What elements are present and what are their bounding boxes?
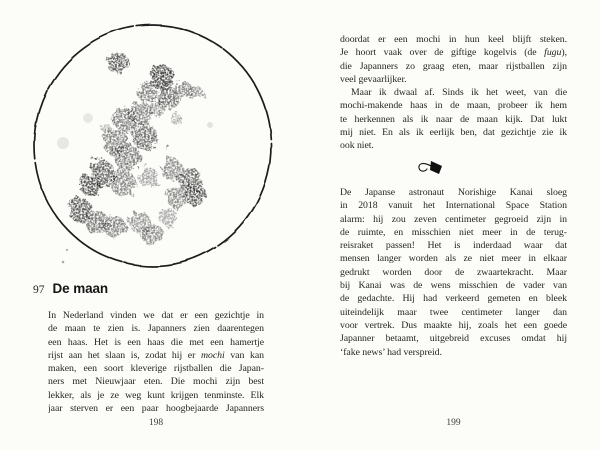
text-line: de gedachte. Hij had verkeerd gemeten en bleek <box>340 293 567 305</box>
text-line: ‘fake news’ had verspreid. <box>340 346 442 358</box>
text-line: reisraket passen! Het is inderdaad waar dat <box>340 240 567 252</box>
paragraph <box>340 33 567 86</box>
text-line: uiteindelijk maar twee centimeter langer dan <box>340 306 567 318</box>
page-number-left: 198 <box>148 418 164 428</box>
text-line: Japanner betaamt, uitgebreid excuses omdat hij <box>340 333 567 345</box>
text-line: bij Kanai was de wens misschien de vader van <box>340 280 567 292</box>
text-line: die Japanners zo graag eten, maar rijstballen zijn <box>340 60 567 72</box>
text-line: ook niet. <box>340 140 374 152</box>
text-line: alarm: hij zou zeven centimeter gegroeid zijn in <box>340 213 567 225</box>
text-line: mensen langer worden als ze niet meer in elkaar <box>340 253 567 265</box>
right-text-column-top <box>340 33 567 153</box>
text-line: in 2018 vanuit het International Space Station <box>340 200 567 212</box>
text-line: ners met Nieuwjaar eten. Die mochi zijn best <box>48 376 264 388</box>
text-line: doordat er een mochi in hun keel blijft steken. <box>340 34 567 45</box>
right-text-column-bottom <box>340 186 567 359</box>
text-line: mij niet. En als ik eerlijk ben, dat gezichtje zie ik <box>340 127 567 139</box>
text-line: de ruimte, en misschien niet meer in de terug- <box>340 226 567 238</box>
text-line: gedrukt worden door de zwaartekracht. Maar <box>340 266 567 278</box>
text-line: maken, een soort kleverige rijstballen die Japan- <box>48 363 264 375</box>
text-line: voor vertrek. Dus maakte hij, zoals het een goede <box>340 319 567 331</box>
text-line: mochi-makende haas in de maan, probeer ik hem <box>340 100 567 112</box>
text-line: Je hoort vaak over de giftige kogelvis (de fugu), <box>340 47 567 59</box>
text-line: de maan te zien is. Japanners zien daarentegen <box>48 323 264 335</box>
paragraph <box>340 86 567 152</box>
paragraph <box>340 186 567 359</box>
text-line: Maar ik dwaal af. Sinds ik het weet, van die <box>351 87 567 99</box>
text-line: In Nederland vinden we dat er een gezichtje in <box>48 310 264 321</box>
text-line: een haas. Het is een haas die met een hamertje <box>48 336 264 348</box>
kite-with-tail-ornament-icon <box>418 158 446 178</box>
chapter-number: 97 <box>33 284 45 296</box>
text-line: rijst aan het slaan is, zodat hij er mochi van kan <box>48 349 264 361</box>
text-line: te herkennen als ik naar de maan kijk. Dat lukt <box>340 113 567 125</box>
text-line: veel gevaarlijker. <box>340 73 407 85</box>
text-line: De Japanse astronaut Norishige Kanai sloeg <box>340 187 567 198</box>
section-divider <box>418 158 446 178</box>
text-line: lekker, als je ze weg kunt krijgen tenminste. Elk <box>48 389 264 401</box>
chapter-title: De maan <box>52 281 109 296</box>
page-number-right: 199 <box>446 418 461 428</box>
text-line: jaar sterven er een paar hoogbejaarde Japanners <box>48 403 264 415</box>
